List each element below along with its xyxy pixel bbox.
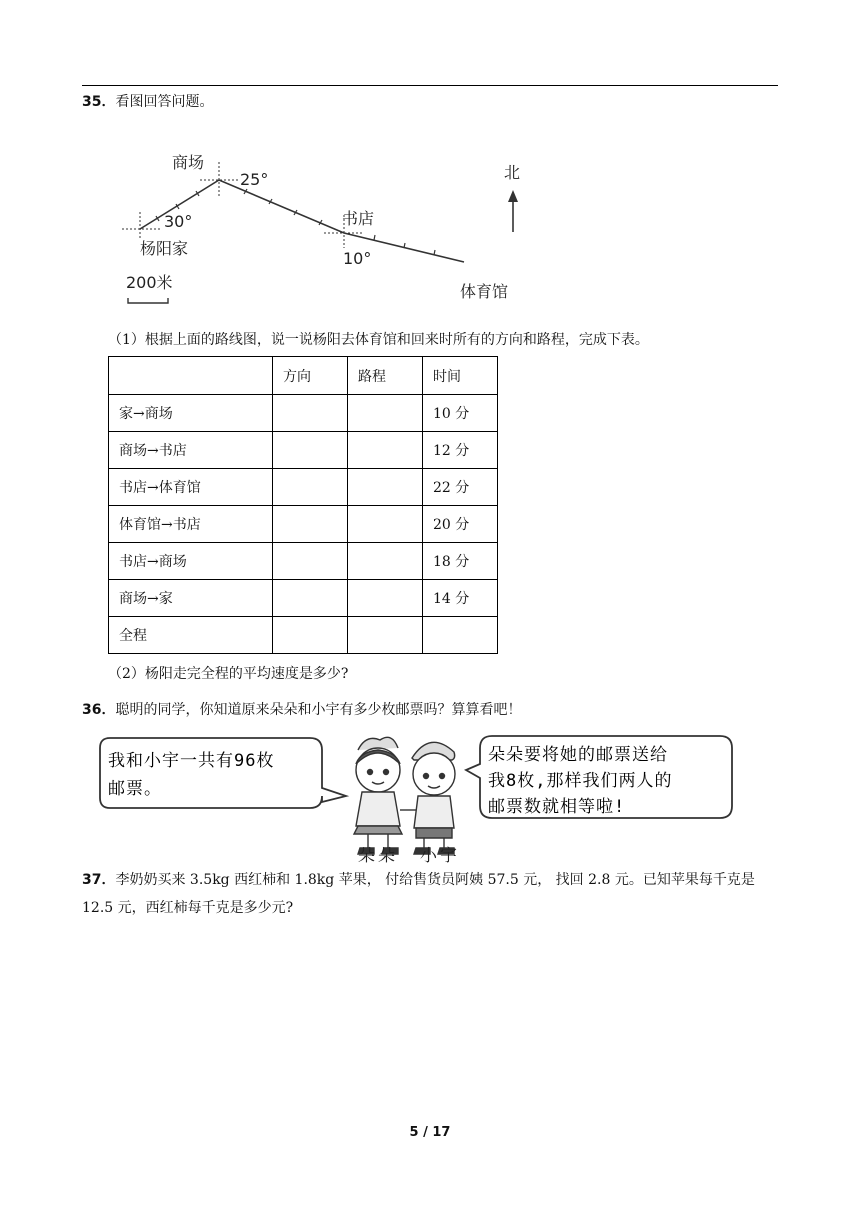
label-stadium: 体育馆 xyxy=(460,282,509,301)
table-row xyxy=(109,432,498,469)
route-table xyxy=(108,356,498,654)
bubble-left-line-1: 我和小宇一共有96枚 xyxy=(108,751,275,771)
header-rule xyxy=(82,85,778,86)
table-row xyxy=(109,469,498,506)
stamp-illustration xyxy=(96,730,736,866)
header-cell: 路程 xyxy=(348,357,423,395)
boy-figure xyxy=(400,742,455,854)
route-cell: 商场→书店 xyxy=(109,432,273,469)
route-cell: 家→商场 xyxy=(109,395,273,432)
question-number: 35． xyxy=(82,94,116,110)
direction-cell[interactable] xyxy=(273,395,348,432)
angle-bookstore: 10° xyxy=(343,249,372,268)
question-number: 37． xyxy=(82,872,116,888)
distance-cell[interactable] xyxy=(348,543,423,580)
direction-cell[interactable] xyxy=(273,580,348,617)
label-home: 杨阳家 xyxy=(140,239,189,258)
question-37 xyxy=(82,866,782,922)
direction-cell[interactable] xyxy=(273,432,348,469)
header-cell: 方向 xyxy=(273,357,348,395)
bubble-right-line-1: 朵朵要将她的邮票送给 xyxy=(488,745,668,765)
direction-cell[interactable] xyxy=(273,617,348,654)
time-cell: 14 分 xyxy=(423,580,498,617)
girl-figure xyxy=(354,737,402,854)
route-cell: 体育馆→书店 xyxy=(109,506,273,543)
q35-part2: （2）杨阳走完全程的平均速度是多少? xyxy=(108,666,349,682)
q35-part1: （1）根据上面的路线图，说一说杨阳去体育馆和回来时所有的方向和路程，完成下表。 xyxy=(108,332,649,348)
table-row xyxy=(109,617,498,654)
name-duoduo: 朵朵 xyxy=(358,846,398,866)
table-row xyxy=(109,580,498,617)
table-header-row xyxy=(109,357,498,395)
route-cell: 全程 xyxy=(109,617,273,654)
distance-cell[interactable] xyxy=(348,506,423,543)
question-text: 李奶奶买来 3.5kg 西红柿和 1.8kg 苹果， 付给售货员阿姨 57.5 元， 找回 2.8 元。已知苹果每千克是 12.5 元，西红柿每千克是多少元? xyxy=(82,872,755,916)
label-north: 北 xyxy=(504,163,521,182)
table-row xyxy=(109,506,498,543)
question-number: 36． xyxy=(82,702,116,718)
route-cell: 书店→商场 xyxy=(109,543,273,580)
distance-cell[interactable] xyxy=(348,469,423,506)
direction-cell[interactable] xyxy=(273,543,348,580)
bubble-left-line-2: 邮票。 xyxy=(108,779,162,799)
time-cell: 12 分 xyxy=(423,432,498,469)
label-mall: 商场 xyxy=(172,153,205,172)
question-text: 看图回答问题。 xyxy=(115,94,214,110)
distance-cell[interactable] xyxy=(348,617,423,654)
time-cell: 22 分 xyxy=(423,469,498,506)
route-cell: 书店→体育馆 xyxy=(109,469,273,506)
label-bookstore: 书店 xyxy=(342,209,375,228)
direction-cell[interactable] xyxy=(273,506,348,543)
header-cell xyxy=(109,357,273,395)
time-cell: 20 分 xyxy=(423,506,498,543)
bubble-right-line-2: 我8枚,那样我们两人的 xyxy=(488,771,673,791)
time-cell: 10 分 xyxy=(423,395,498,432)
bubble-right-line-3: 邮票数就相等啦! xyxy=(488,797,626,817)
header-cell: 时间 xyxy=(423,357,498,395)
table-row xyxy=(109,395,498,432)
direction-cell[interactable] xyxy=(273,469,348,506)
distance-cell[interactable] xyxy=(348,580,423,617)
time-cell: 18 分 xyxy=(423,543,498,580)
route-cell: 商场→家 xyxy=(109,580,273,617)
distance-cell[interactable] xyxy=(348,395,423,432)
name-xiaoyu: 小宇 xyxy=(420,846,460,866)
question-36 xyxy=(82,700,521,720)
page-number: 5 / 17 xyxy=(409,1125,451,1140)
angle-home: 30° xyxy=(164,212,193,231)
scale-label: 200米 xyxy=(126,273,173,292)
question-text: 聪明的同学，你知道原来朵朵和小宇有多少枚邮票吗？算算看吧！ xyxy=(115,702,522,718)
table-row xyxy=(109,543,498,580)
time-cell[interactable] xyxy=(423,617,498,654)
route-map xyxy=(100,140,540,315)
distance-cell[interactable] xyxy=(348,432,423,469)
angle-mall: 25° xyxy=(240,170,269,189)
question-35 xyxy=(82,92,213,112)
